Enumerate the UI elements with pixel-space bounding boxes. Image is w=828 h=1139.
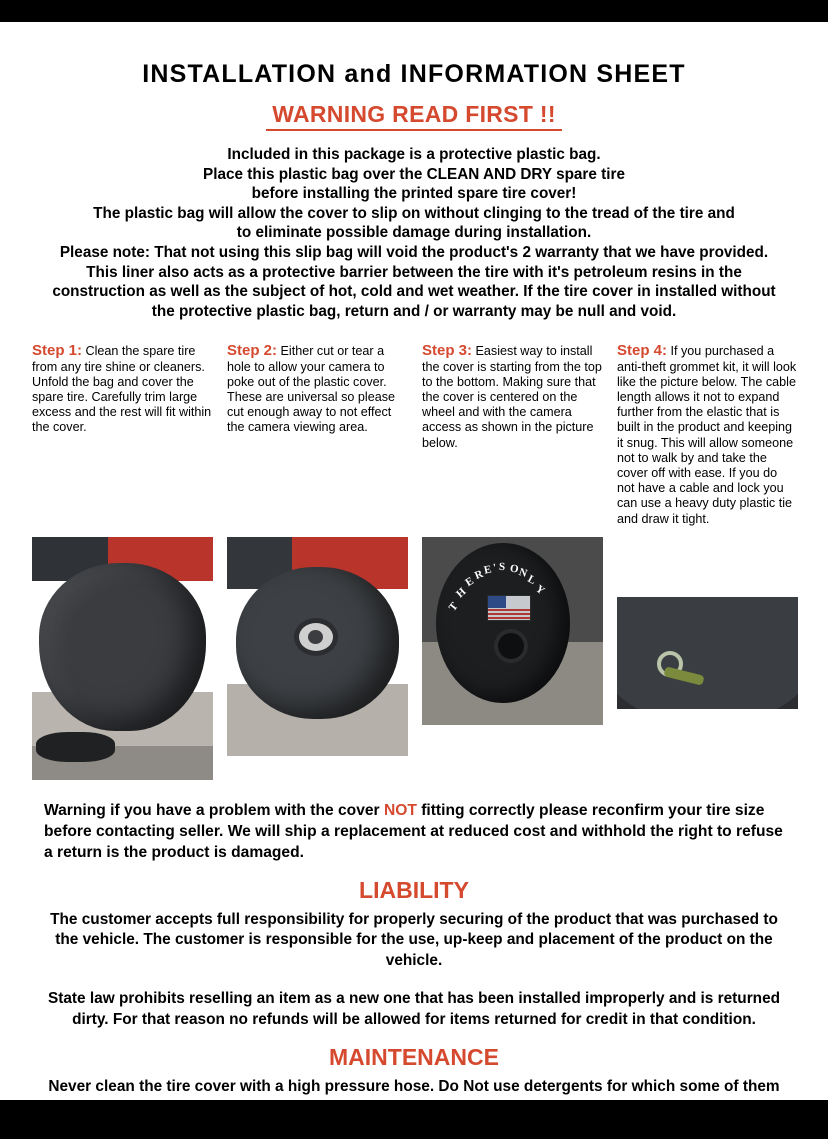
step-1 [32,343,213,526]
step-4 [617,343,798,526]
intro-line-8: construction as well as the subject of hot, cold and wet weather. If the tire cover in installed without [52,283,776,301]
liability-paragraph-1: The customer accepts full responsibility for properly securing of the product that was purchased to the vehicle. The customer is responsible for the use, up-keep and placement of the product on the vehicle. [50,910,778,969]
liability-heading: LIABILITY [359,876,469,903]
step-1-text: Clean the spare tire from any tire shine or cleaners. Unfold the bag and cover the spare tire. Carefully trim large excess and the rest will fit within the cover. [32,344,212,435]
photo-3-camera-hole [498,633,524,659]
photo-step-4 [617,597,798,709]
warning-fitment-not: NOT [383,801,417,819]
document-page [0,22,828,1137]
step-2 [227,343,408,526]
step-3 [422,343,603,526]
intro-line-3: before installing the printed spare tire cover! [251,185,577,203]
warning-fitment-part-1: Warning if you have a problem with the cover [44,801,384,819]
intro-line-6: Please note: That not using this slip bag will void the product's 2 warranty that we have provided. [59,243,769,261]
maintenance-paragraph: Never clean the tire cover with a high pressure hose. Do Not use detergents for which some of them contain thinners and / or cleaners that would damage the print for they will lift and fade the print color, we recommend the Black Magic tire shine. [40,1078,788,1137]
intro-line-7: This liner also acts as a protective barrier between the tire with it's petroleum resins in the [86,263,742,281]
photo-step-2 [227,537,408,756]
warning-heading-wrap [14,101,814,131]
step-2-text: Either cut or tear a hole to allow your camera to poke out of the plastic cover. These are universal so please cut enough away to not effect the camera viewing area. [227,344,396,435]
step-4-label: Step 4: [617,342,668,360]
step-3-label: Step 3: [422,342,473,360]
intro-line-1: Included in this package is a protective plastic bag. [227,146,601,163]
photo-step-3 [422,537,603,725]
warning-fitment-paragraph [14,800,814,863]
step-1-label: Step 1: [32,342,83,360]
warning-read-first-heading: WARNING READ FIRST !! [266,101,562,131]
warning-fitment-part-2: fitting correctly please reconfirm your tire size before contacting seller. We will ship a replacement at reduced cost and withhold the right to refuse a return is the product is damaged. [44,801,783,861]
photo-4-cover-edge [617,597,798,709]
step-4-text: If you purchased a anti-theft grommet kit, it will look like the picture below. The cable length allows it not to expand further from the elastic that is built in the product and keeping it snug. This will allow someone not to walk by and take the cover off with ease. If you do not have a cable and lock you can use a heavy duty plastic tie and draw it tight. [617,344,797,526]
maintenance-heading: MAINTENANCE [329,1044,499,1071]
intro-line-5: to eliminate possible damage during installation. [236,224,592,242]
photo-2-camera-hole [299,623,333,651]
photo-row [14,537,814,780]
photo-1-bagged-tire [39,563,206,731]
step-2-label: Step 2: [227,342,278,360]
photo-1-bag-fold [36,732,116,762]
step-3-text: Easiest way to install the cover is starting from the top to the bottom. Making sure that the cover is centered on the wheel and with the camera access as shown in the picture below. [422,344,602,450]
steps-row [14,343,814,526]
page-title: INSTALLATION and INFORMATION SHEET [142,60,686,88]
intro-line-9: the protective plastic bag, return and / or warranty may be null and void. [151,302,677,320]
intro-paragraph [14,145,814,321]
liability-paragraph-2: State law prohibits reselling an item as a new one that has been installed improperly and is returned dirty. For that reason no refunds will be allowed for items returned for credit in that condition. [47,990,781,1028]
photo-3-flag-graphic [487,595,531,621]
intro-line-4: The plastic bag will allow the cover to slip on without clinging to the tread of the tire and [93,204,735,222]
photo-step-1 [32,537,213,780]
intro-line-2: Place this plastic bag over the CLEAN AND DRY spare tire [203,165,625,183]
photo-3-arc-text: T H E R E ' S O N L Y [446,560,547,614]
